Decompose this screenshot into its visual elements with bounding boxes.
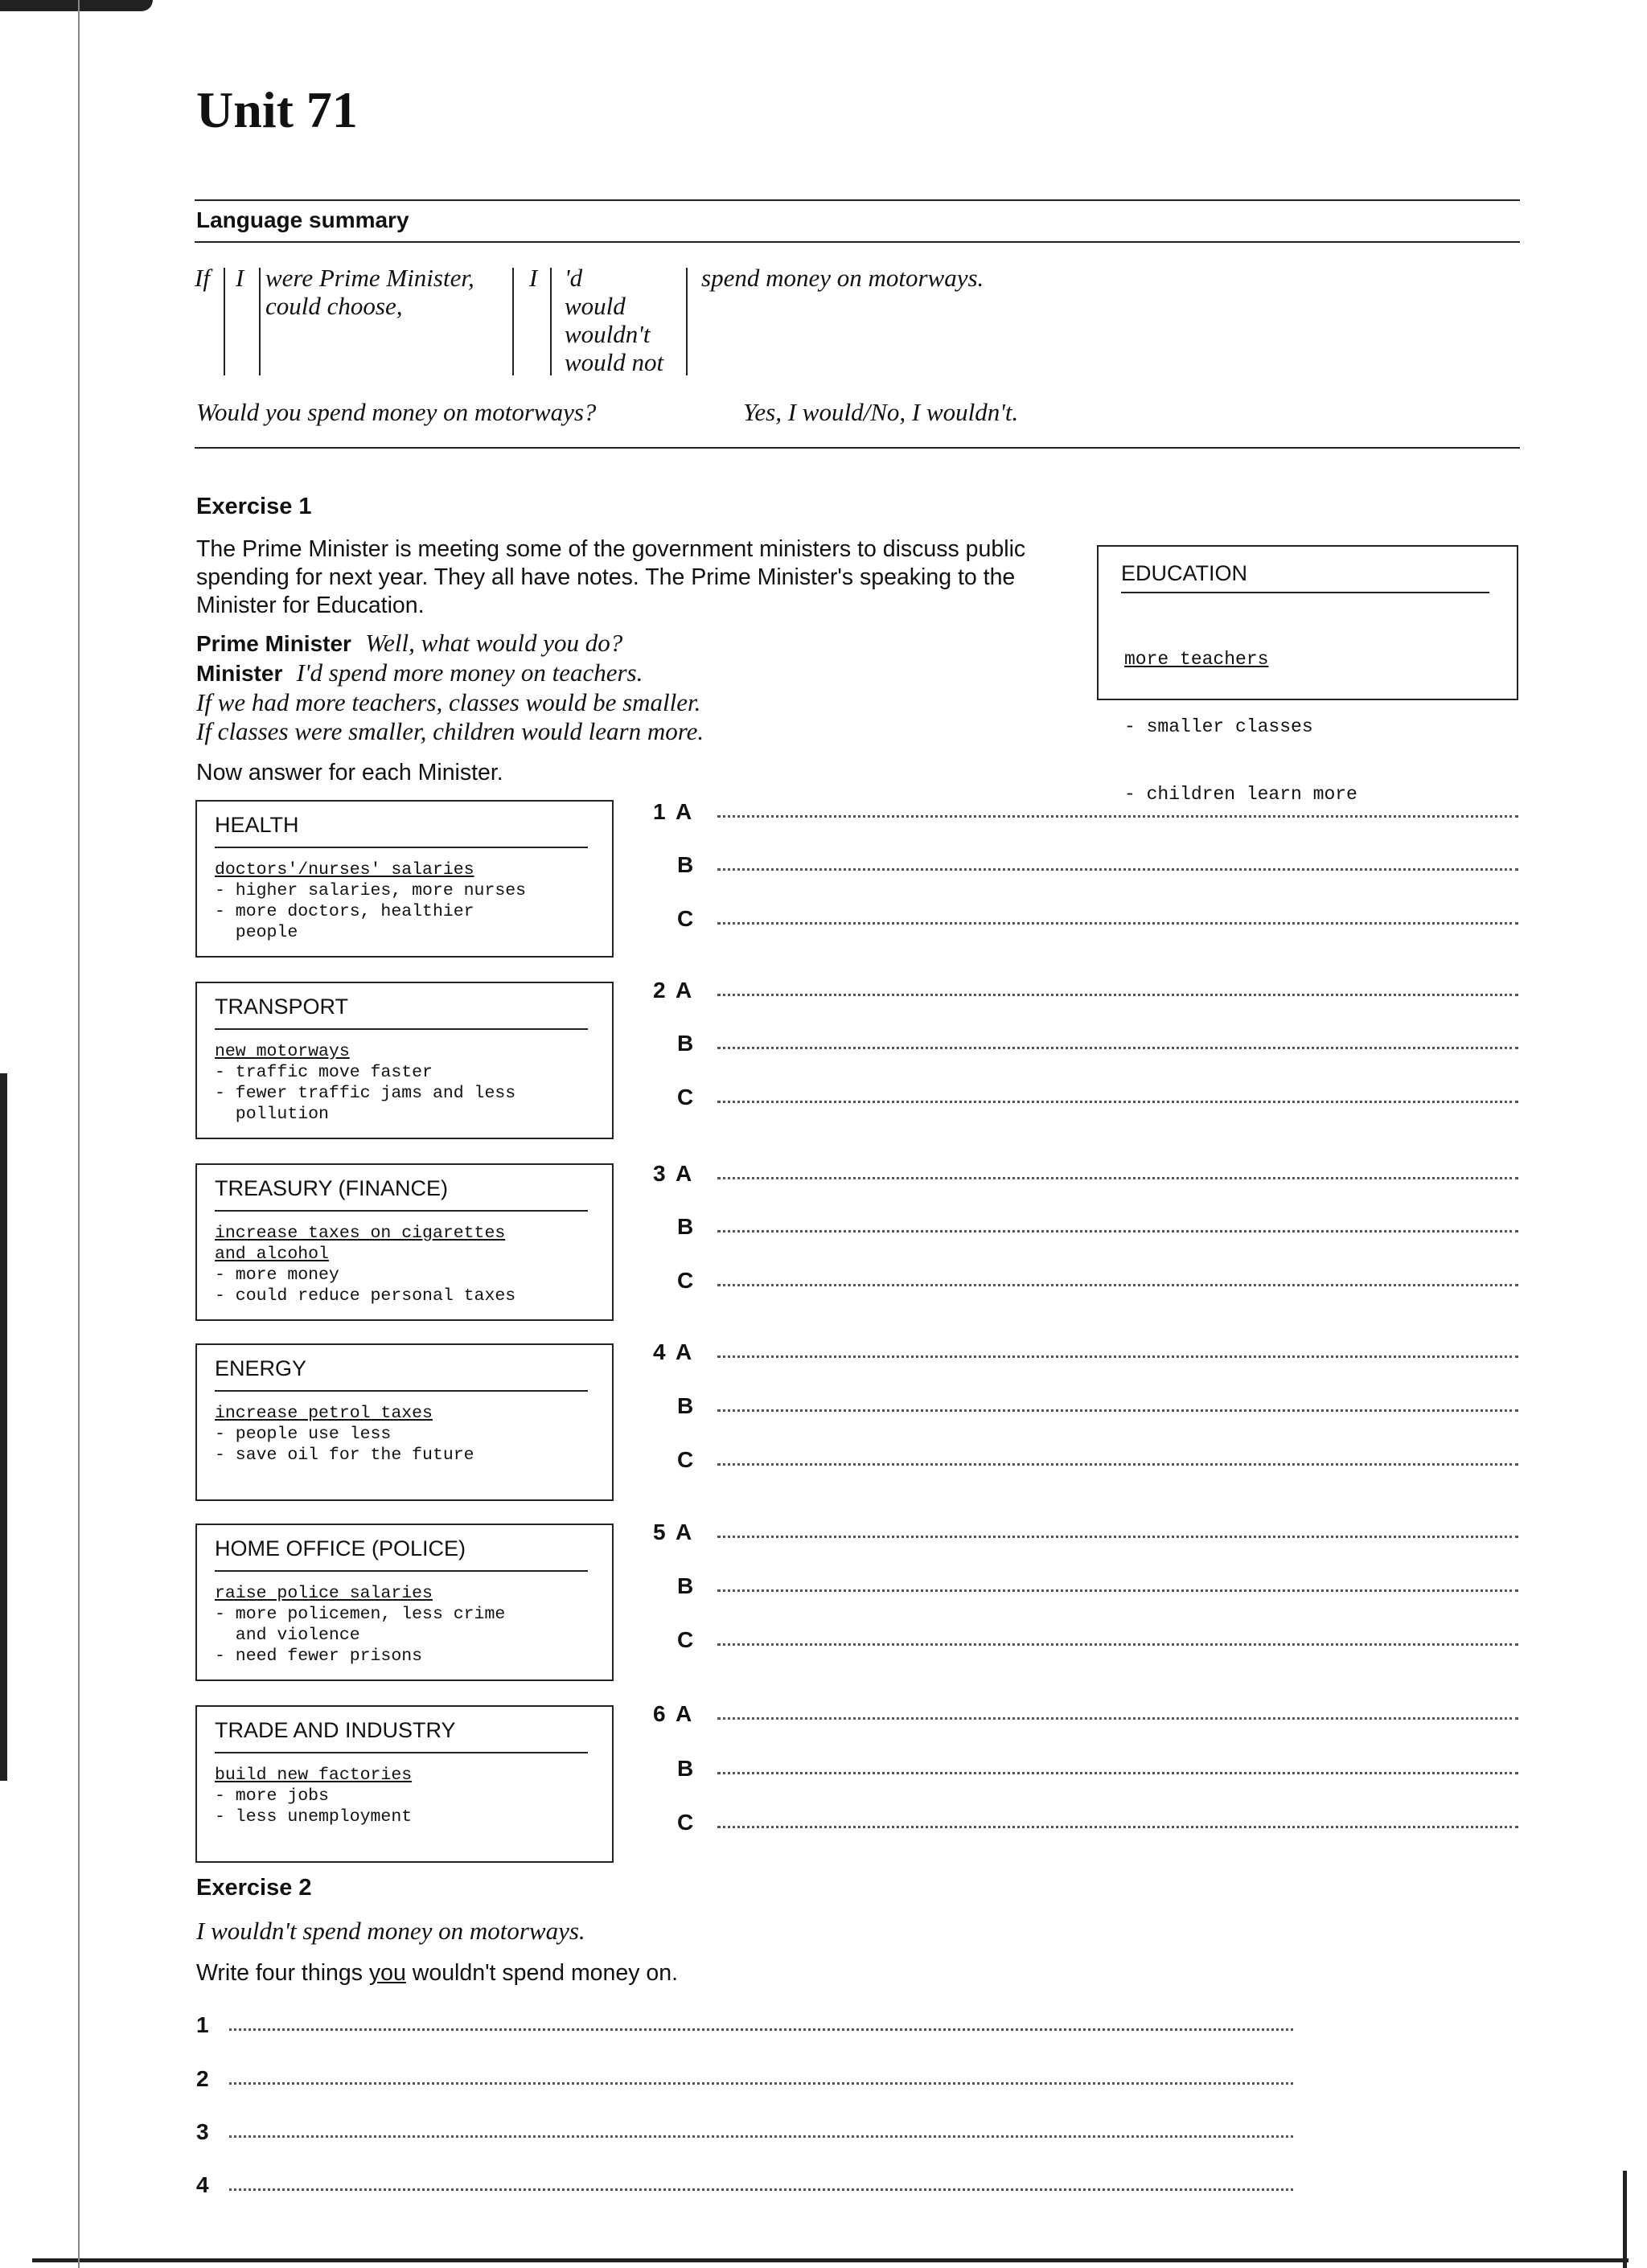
education-notes: [1124, 603, 1357, 851]
answer-letter-b: B: [677, 1573, 694, 1598]
pm-label: Prime Minister: [196, 631, 351, 656]
box-notes: [215, 1403, 474, 1466]
answer-letter-a: A: [676, 799, 692, 824]
item-number: 2: [196, 2066, 209, 2091]
education-note: - smaller classes: [1124, 716, 1313, 737]
minister-label: Minister: [196, 661, 283, 686]
divider: [550, 268, 552, 375]
item-number: 1: [196, 2012, 209, 2037]
box-points: - higher salaries, more nurses - more doctors, healthier people: [215, 881, 527, 942]
box-rule: [215, 1390, 588, 1392]
answer-letter-c: C: [677, 1085, 694, 1109]
exercise1-dialogue: [196, 629, 704, 746]
box-title: TREASURY (FINANCE): [215, 1176, 449, 1200]
minister-box-transport: [195, 982, 614, 1139]
summary-answer: Yes, I would/No, I wouldn't.: [743, 398, 1019, 426]
exercise2-heading: Exercise 2: [196, 1875, 312, 1901]
answer-letter-c: C: [677, 1268, 694, 1293]
box-headline: new motorways: [215, 1042, 350, 1061]
minister-box-health: [195, 800, 614, 958]
box-headline: increase taxes on cigarettes and alcohol: [215, 1224, 506, 1264]
answer-line-1c[interactable]: [717, 922, 1518, 925]
answer-letter-b: B: [677, 852, 694, 877]
summary-condition-1: were Prime Minister,: [265, 264, 474, 292]
answer-number: 5: [653, 1520, 666, 1544]
minister-line: I'd spend more money on teachers.: [296, 658, 643, 687]
education-note: - children learn more: [1124, 784, 1357, 805]
box-notes: [215, 1583, 505, 1667]
box-headline: doctors'/nurses' salaries: [215, 860, 474, 880]
answer-line-5b[interactable]: [717, 1589, 1518, 1592]
answer-letter-b: B: [677, 1393, 694, 1418]
box-points: - more policemen, less crime and violence - need fewer prisons: [215, 1605, 506, 1666]
exercise2-line-4[interactable]: [229, 2188, 1293, 2191]
box-title: HEALTH: [215, 813, 299, 837]
rule: [195, 199, 1520, 201]
answer-line-1a[interactable]: [717, 815, 1518, 818]
education-box-title: EDUCATION: [1121, 561, 1248, 585]
scan-edge-bottom: [32, 2258, 1629, 2262]
answer-letter-a: A: [676, 1161, 692, 1186]
language-summary-heading: Language summary: [196, 207, 409, 232]
binding-line: [78, 0, 80, 2268]
answer-line-5a[interactable]: [717, 1536, 1518, 1538]
minister-box-trade: [195, 1705, 614, 1863]
summary-modal-2: would: [565, 292, 626, 320]
box-rule: [1121, 592, 1489, 593]
education-box: [1097, 545, 1518, 805]
answer-letter-a: A: [676, 1701, 692, 1726]
answer-line-5c[interactable]: [717, 1643, 1518, 1646]
summary-modal-1: 'd: [565, 264, 583, 292]
answer-line-4a[interactable]: [717, 1355, 1518, 1358]
scan-edge-left: [0, 1073, 7, 1781]
box-notes: [215, 1041, 515, 1125]
intro-line: Minister for Education.: [196, 593, 425, 618]
answer-line-4c[interactable]: [717, 1463, 1518, 1466]
exercise1-heading: Exercise 1: [196, 494, 312, 519]
minister-box-home-office: [195, 1524, 614, 1681]
answer-number: 2: [653, 978, 666, 1003]
answer-number: 4: [653, 1339, 666, 1364]
item-number: 3: [196, 2119, 209, 2144]
answer-number: 3: [653, 1161, 666, 1186]
exercise2-line-1[interactable]: [229, 2028, 1293, 2031]
box-rule: [215, 847, 588, 848]
minister-box-treasury: [195, 1163, 614, 1321]
box-rule: [215, 1210, 588, 1212]
answer-letter-a: A: [676, 978, 692, 1003]
box-title: TRADE AND INDUSTRY: [215, 1718, 456, 1742]
divider: [686, 268, 688, 375]
answer-letter-a: A: [676, 1339, 692, 1364]
answer-letter-b: B: [677, 1031, 694, 1056]
summary-question: Would you spend money on motorways?: [196, 398, 597, 426]
box-rule: [215, 1028, 588, 1030]
answer-number: 1: [653, 799, 666, 824]
summary-result: spend money on motorways.: [701, 264, 984, 292]
intro-line: The Prime Minister is meeting some of the government ministers to discuss public: [196, 536, 1026, 562]
box-rule: [215, 1570, 588, 1572]
pm-line: Well, what would you do?: [365, 629, 623, 657]
box-title: TRANSPORT: [215, 995, 349, 1019]
summary-condition-2: could choose,: [265, 292, 403, 320]
exercise2-instruction: [196, 1960, 678, 1987]
box-points: - more money - could reduce personal taxes: [215, 1265, 516, 1306]
box-headline: build new factories: [215, 1766, 413, 1785]
summary-if: If: [195, 264, 210, 292]
education-headline: more teachers: [1124, 649, 1269, 670]
box-notes: [215, 1223, 515, 1306]
answer-line-6c[interactable]: [717, 1826, 1518, 1828]
answer-line-4b[interactable]: [717, 1409, 1518, 1412]
answer-letter-c: C: [677, 1810, 694, 1835]
box-notes: [215, 1765, 412, 1827]
exercise1-instruction: Now answer for each Minister.: [196, 760, 503, 785]
exercise2-line-3[interactable]: [229, 2135, 1293, 2138]
rule: [195, 447, 1520, 449]
answer-line-1b[interactable]: [717, 868, 1518, 871]
box-headline: raise police salaries: [215, 1584, 433, 1603]
answer-number: 6: [653, 1701, 666, 1726]
summary-subject-2: I: [529, 264, 538, 292]
instruction-text: wouldn't spend money on.: [405, 1960, 679, 1986]
answer-letter-a: A: [676, 1520, 692, 1544]
answer-letter-c: C: [677, 1447, 694, 1472]
box-headline: increase petrol taxes: [215, 1404, 433, 1423]
box-points: - more jobs - less unemployment: [215, 1786, 413, 1827]
divider: [224, 268, 225, 375]
answer-letter-b: B: [677, 1214, 694, 1239]
answer-line-2b[interactable]: [717, 1047, 1518, 1049]
rule: [195, 241, 1520, 243]
answer-letter-c: C: [677, 906, 694, 931]
box-points: - traffic move faster - fewer traffic jams and less pollution: [215, 1063, 516, 1124]
minister-box-energy: [195, 1343, 614, 1501]
answer-line-6a[interactable]: [717, 1717, 1518, 1720]
scan-edge-right: [1623, 2171, 1627, 2268]
dialogue-line: If we had more teachers, classes would be smaller.: [196, 688, 701, 716]
intro-line: spending for next year. They all have notes. The Prime Minister's speaking to the: [196, 564, 1016, 590]
exercise1-intro: [196, 535, 1025, 620]
scan-edge-top: [0, 0, 153, 11]
item-number: 4: [196, 2172, 209, 2197]
answer-line-2a[interactable]: [717, 994, 1518, 996]
answer-line-3a[interactable]: [717, 1177, 1518, 1179]
box-points: - people use less - save oil for the future: [215, 1425, 474, 1465]
instruction-text: Write four things: [196, 1960, 369, 1986]
dialogue-line: If classes were smaller, children would learn more.: [196, 717, 704, 745]
answer-line-3b[interactable]: [717, 1230, 1518, 1232]
page-title: Unit 71: [196, 81, 358, 138]
answer-letter-c: C: [677, 1627, 694, 1652]
box-rule: [215, 1752, 588, 1753]
answer-line-3c[interactable]: [717, 1284, 1518, 1286]
summary-subject: I: [236, 264, 244, 292]
divider: [259, 268, 261, 375]
answer-letter-b: B: [677, 1756, 694, 1781]
answer-line-2c[interactable]: [717, 1101, 1518, 1103]
divider: [512, 268, 514, 375]
summary-modal-3: wouldn't: [565, 320, 651, 348]
box-title: ENERGY: [215, 1356, 307, 1380]
instruction-emphasis: you: [368, 1960, 406, 1986]
box-notes: [215, 859, 526, 943]
box-title: HOME OFFICE (POLICE): [215, 1536, 466, 1561]
summary-modal-4: would not: [565, 348, 664, 376]
exercise2-example: I wouldn't spend money on motorways.: [196, 1917, 585, 1945]
exercise2-line-2[interactable]: [229, 2082, 1293, 2085]
answer-line-6b[interactable]: [717, 1772, 1518, 1774]
